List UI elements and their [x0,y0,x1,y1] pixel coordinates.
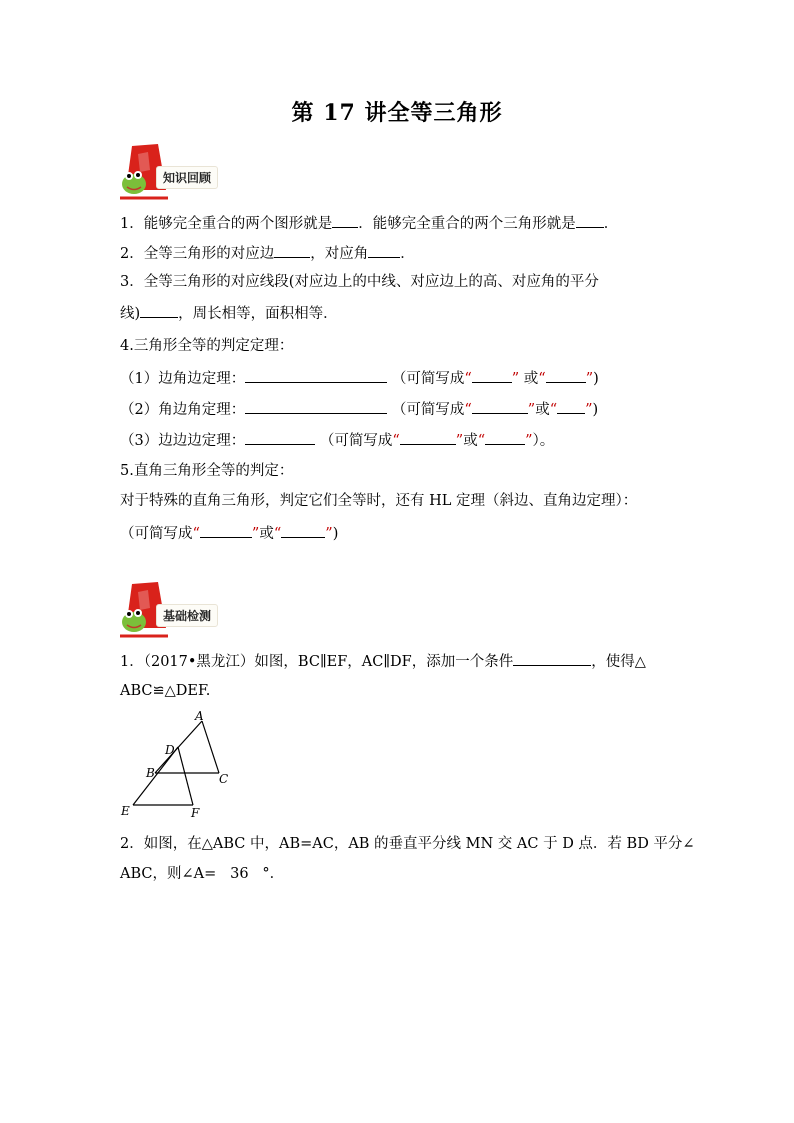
review-item-5: 5.直角三角形全等的判定： [120,463,294,479]
label-C: C [219,772,229,786]
label-B: B [146,766,155,780]
question-1-cont: ABC≌△DEF. [120,683,211,699]
review-item-1: 1．能够完全重合的两个图形就是 ．能够完全重合的两个三角形就是 ． [120,212,618,234]
page-title: 第 17 讲全等三角形 [291,100,503,126]
question-2-cont: ABC，则∠A= 36 °． [120,866,285,882]
review-item-asa: （2）角边角定理： （可简写成“ ”或“ ”) [120,398,598,420]
question-2-answer: 36 [230,866,249,882]
segment-DF [178,747,193,805]
review-item-sss: （3）边边边定理： （可简写成“ ”或“ ”）。 [120,429,554,451]
label-E: E [121,804,130,818]
section-badge-review [118,140,243,204]
question-1: 1．（2017•黑龙江）如图，BC∥EF，AC∥DF，添加一个条件 ，使得△ [120,650,646,672]
review-item-hl-abbrev: （可简写成“ ”或“ ”) [120,522,338,544]
label-D: D [165,743,175,757]
review-item-3-cont: 线) ，周长相等，面积相等． [120,302,338,324]
section-label-basic-check: 基础检测 [156,604,218,627]
review-item-4: 4.三角形全等的判定定理： [120,338,294,354]
label-F: F [191,806,200,820]
review-item-3: 3．全等三角形的对应线段(对应边上的中线、对应边上的高、对应角的平分 [120,274,599,290]
review-item-hl: 对于特殊的直角三角形，判定它们全等时，还有 HL 定理（斜边、直角边定理）： [120,493,638,509]
section-label-review: 知识回顾 [156,166,218,189]
label-A: A [195,709,204,723]
question-2: 2．如图，在△ABC 中，AB=AC，AB 的垂直平分线 MN 交 AC 于 D 点．若 BD 平分∠ [120,836,695,852]
review-item-2: 2．全等三角形的对应边 ，对应角 ． [120,242,415,264]
segment-AC [202,721,219,773]
review-item-sas: （1）边角边定理： （可简写成“ ” 或“ ”) [120,367,599,389]
section-badge-basic-check [118,578,243,642]
triangle-figure [115,705,240,823]
